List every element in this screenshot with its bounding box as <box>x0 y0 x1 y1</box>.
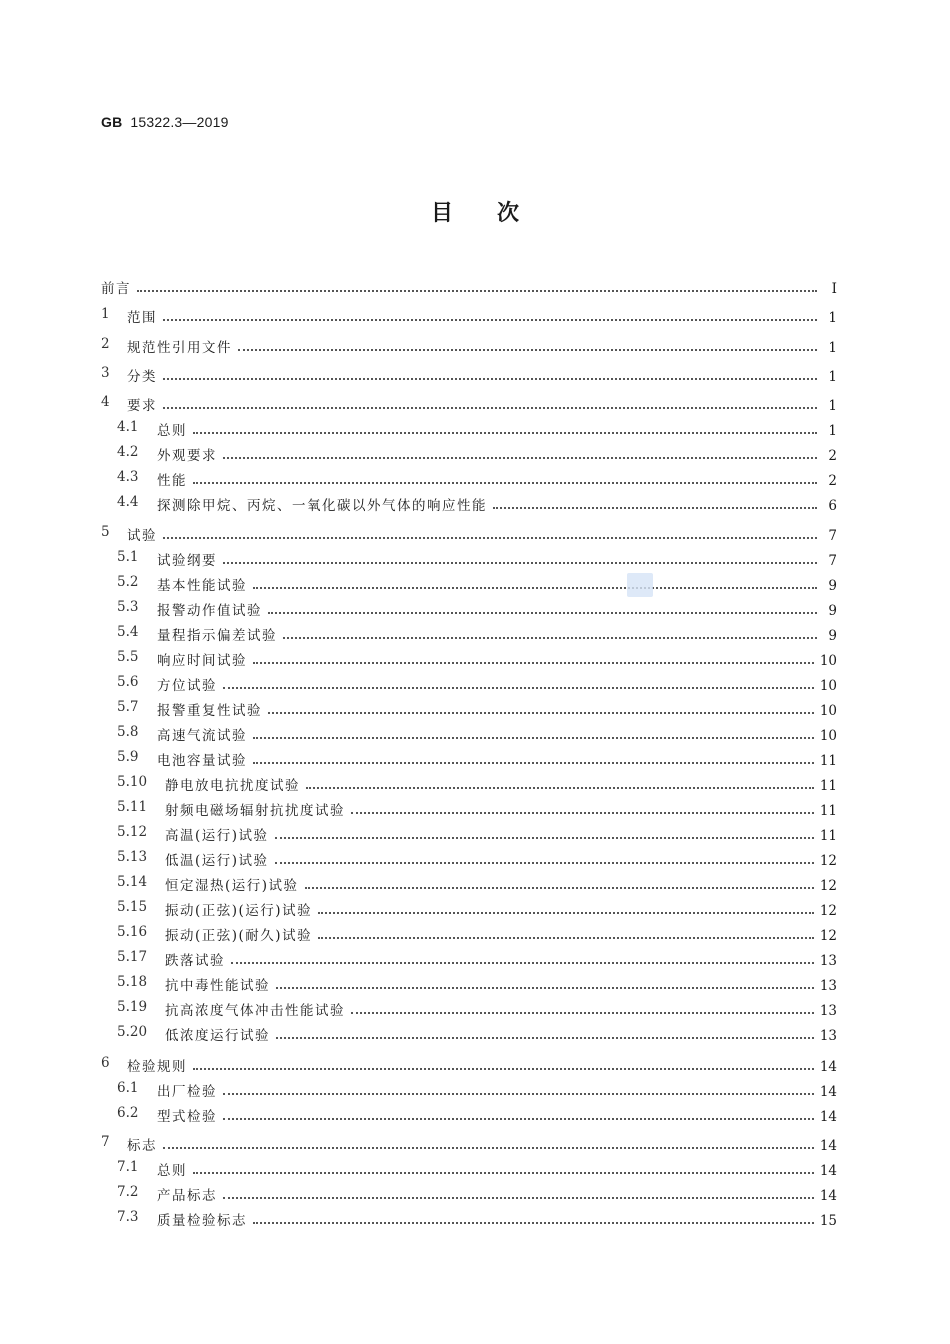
toc-leader-dots <box>306 787 814 789</box>
toc-leader-dots <box>238 349 817 351</box>
toc-entry-number: 5.12 <box>117 824 148 840</box>
toc-entry[interactable] <box>117 414 837 439</box>
toc-entry-label <box>117 1184 217 1204</box>
toc-entry-number: 5.1 <box>117 549 139 565</box>
toc-entry-label <box>117 999 345 1019</box>
toc-entry-label <box>101 1134 157 1154</box>
toc-entry[interactable] <box>117 844 837 869</box>
toc-entry-number: 6.2 <box>117 1105 139 1121</box>
toc-entry[interactable] <box>117 644 837 669</box>
toc-leader-dots <box>193 482 817 484</box>
toc-leader-dots <box>163 319 817 321</box>
toc-entry[interactable] <box>117 1179 837 1204</box>
toc-entry-label <box>117 749 247 769</box>
toc-entry-page: 6 <box>828 498 837 514</box>
toc-entry-title: 探测除甲烷、丙烷、一氧化碳以外气体的响应性能 <box>157 498 487 514</box>
toc-entry-number: 5.16 <box>117 924 148 940</box>
toc-entry-label <box>101 524 157 544</box>
toc-leader-dots <box>268 612 817 614</box>
toc-entry[interactable] <box>117 594 837 619</box>
toc-entry-number: 3 <box>101 365 110 381</box>
toc-entry-title: 总则 <box>157 1163 187 1179</box>
toc-leader-dots <box>493 507 817 509</box>
toc-entry[interactable] <box>117 969 837 994</box>
toc-entry-page: 13 <box>819 978 837 994</box>
toc-entry-title: 恒定湿热(运行)试验 <box>165 878 299 894</box>
toc-entry-number: 7.1 <box>117 1159 139 1175</box>
toc-entry-page: 10 <box>819 678 837 694</box>
toc-leader-dots <box>276 1037 814 1039</box>
toc-entry-number: 5.11 <box>117 799 148 815</box>
toc-entry[interactable] <box>117 794 837 819</box>
toc-entry-number: 4.4 <box>117 494 139 510</box>
toc-entry-title: 产品标志 <box>157 1188 217 1204</box>
toc-entry-title: 型式检验 <box>157 1109 217 1125</box>
toc-entry-number: 5.2 <box>117 574 139 590</box>
toc-entry[interactable] <box>117 819 837 844</box>
toc-leader-dots <box>193 432 817 434</box>
toc-leader-dots <box>351 1012 814 1014</box>
toc-entry-label <box>117 1159 187 1179</box>
toc-entry-page: Ⅰ <box>831 281 837 297</box>
standard-prefix: GB <box>101 114 123 130</box>
toc-entry-title: 电池容量试验 <box>157 753 247 769</box>
toc-entry[interactable] <box>117 944 837 969</box>
toc-entry[interactable] <box>117 769 837 794</box>
toc-entry-title: 振动(正弦)(耐久)试验 <box>165 928 313 944</box>
toc-entry[interactable] <box>117 569 837 594</box>
toc-entry-label <box>117 419 187 439</box>
toc-entry-page: 12 <box>819 903 837 919</box>
toc-entry-title: 规范性引用文件 <box>127 340 232 356</box>
toc-leader-dots <box>223 562 817 564</box>
toc-entry-page: 13 <box>819 1028 837 1044</box>
toc-entry-title: 范围 <box>127 310 157 326</box>
toc-entry-number: 6.1 <box>117 1080 139 1096</box>
toc-leader-dots <box>193 1172 814 1174</box>
toc-entry-label <box>117 624 277 644</box>
toc-entry-page: 1 <box>828 398 837 414</box>
toc-entry[interactable] <box>117 619 837 644</box>
toc-entry-number: 5 <box>101 524 110 540</box>
toc-entry-page: 2 <box>828 448 837 464</box>
toc-leader-dots <box>253 1222 814 1224</box>
toc-entry-title: 试验 <box>127 528 157 544</box>
toc-entry-label <box>117 974 270 994</box>
toc-leader-dots <box>137 290 817 292</box>
watermark-mark <box>627 573 653 597</box>
toc-entry-label <box>117 649 247 669</box>
toc-entry-number: 5.13 <box>117 849 148 865</box>
toc-leader-dots <box>223 687 814 689</box>
toc-entry-label <box>101 1055 187 1075</box>
toc-entry-title: 前言 <box>101 281 131 297</box>
toc-entry[interactable] <box>117 464 837 489</box>
toc-entry-number: 5.8 <box>117 724 139 740</box>
toc-entry-number: 5.10 <box>117 774 148 790</box>
toc-entry-page: 14 <box>819 1109 837 1125</box>
toc-entry-label <box>117 849 269 869</box>
toc-entry-page: 9 <box>828 628 837 644</box>
toc-entry-number: 5.19 <box>117 999 148 1015</box>
toc-entry-number: 4 <box>101 394 110 410</box>
toc-entry-label <box>101 394 157 414</box>
toc-entry[interactable] <box>117 694 837 719</box>
toc-entry-title: 报警动作值试验 <box>157 603 262 619</box>
toc-entry-label <box>117 1080 217 1100</box>
toc-entry[interactable] <box>101 389 837 414</box>
page-title: 目次 <box>430 201 563 226</box>
toc-entry-title: 抗高浓度气体冲击性能试验 <box>165 1003 345 1019</box>
toc-entry-page: 12 <box>819 928 837 944</box>
toc-entry-label <box>101 277 131 297</box>
toc-entry-label <box>101 365 157 385</box>
toc-entry-page: 10 <box>819 653 837 669</box>
toc-entry-page: 2 <box>828 473 837 489</box>
toc-entry-page: 11 <box>819 753 837 769</box>
toc-entry-title: 要求 <box>127 398 157 414</box>
standard-code <box>101 114 229 130</box>
toc-entry-label <box>117 774 300 794</box>
toc-entry[interactable] <box>117 919 837 944</box>
toc-entry[interactable] <box>101 301 837 326</box>
toc-entry-number: 5.17 <box>117 949 148 965</box>
toc-entry[interactable] <box>101 272 837 297</box>
toc-entry[interactable] <box>117 1075 837 1100</box>
toc-entry-page: 9 <box>828 603 837 619</box>
toc-entry-title: 静电放电抗扰度试验 <box>165 778 300 794</box>
toc-entry[interactable] <box>101 331 837 356</box>
toc-entry-label <box>117 824 269 844</box>
toc-entry[interactable] <box>117 994 837 1019</box>
toc-entry-title: 检验规则 <box>127 1059 187 1075</box>
toc-leader-dots <box>163 537 817 539</box>
toc-leader-dots <box>231 962 814 964</box>
toc-entry-page: 9 <box>828 578 837 594</box>
toc-entry-number: 5.7 <box>117 699 139 715</box>
toc-entry-title: 振动(正弦)(运行)试验 <box>165 903 313 919</box>
toc-entry-page: 14 <box>819 1084 837 1100</box>
toc-leader-dots <box>276 987 814 989</box>
toc-entry-label <box>117 899 312 919</box>
toc-entry-number: 7 <box>101 1134 110 1150</box>
toc-entry-title: 性能 <box>157 473 187 489</box>
toc-entry[interactable] <box>117 719 837 744</box>
toc-entry[interactable] <box>117 744 837 769</box>
toc-entry-page: 1 <box>828 310 837 326</box>
toc-entry-page: 1 <box>828 423 837 439</box>
toc-entry-page: 12 <box>819 878 837 894</box>
toc-entry-title: 响应时间试验 <box>157 653 247 669</box>
toc-leader-dots <box>305 887 814 889</box>
toc-entry-page: 13 <box>819 1003 837 1019</box>
toc-entry-page: 10 <box>819 703 837 719</box>
toc-entry-page: 15 <box>819 1213 837 1229</box>
toc-entry-title: 标志 <box>127 1138 157 1154</box>
toc-entry-page: 7 <box>828 553 837 569</box>
toc-entry-number: 5.6 <box>117 674 139 690</box>
toc-entry-title: 跌落试验 <box>165 953 225 969</box>
toc-entry-title: 量程指示偏差试验 <box>157 628 277 644</box>
toc-entry-number: 5.5 <box>117 649 139 665</box>
toc-entry[interactable] <box>117 869 837 894</box>
standard-number: 15322.3—2019 <box>130 114 229 130</box>
toc-entry-number: 5.14 <box>117 874 148 890</box>
toc-entry-label <box>101 336 232 356</box>
toc-leader-dots <box>253 737 814 739</box>
toc-entry-title: 分类 <box>127 369 157 385</box>
toc-entry-label <box>117 1209 247 1229</box>
toc-entry-page: 14 <box>819 1163 837 1179</box>
toc-leader-dots <box>223 457 817 459</box>
toc-entry-number: 6 <box>101 1055 110 1071</box>
toc-entry-label <box>117 599 262 619</box>
toc-leader-dots <box>268 712 814 714</box>
toc-entry-page: 13 <box>819 953 837 969</box>
toc-leader-dots <box>223 1118 814 1120</box>
toc-entry-page: 14 <box>819 1059 837 1075</box>
toc-entry-title: 方位试验 <box>157 678 217 694</box>
toc-entry[interactable] <box>117 669 837 694</box>
toc-leader-dots <box>193 1068 814 1070</box>
toc-entry-label <box>117 699 262 719</box>
toc-entry-title: 高温(运行)试验 <box>165 828 269 844</box>
toc-leader-dots <box>318 912 814 914</box>
toc-entry-number: 2 <box>101 336 110 352</box>
toc-leader-dots <box>163 407 817 409</box>
toc-entry-page: 1 <box>828 340 837 356</box>
toc-entry-title: 出厂检验 <box>157 1084 217 1100</box>
toc-entry-title: 报警重复性试验 <box>157 703 262 719</box>
toc-leader-dots <box>223 1093 814 1095</box>
toc-entry-page: 14 <box>819 1188 837 1204</box>
toc-entry-number: 5.9 <box>117 749 139 765</box>
toc-entry-number: 4.3 <box>117 469 139 485</box>
toc-entry-label <box>117 924 312 944</box>
toc-entry-label <box>117 949 225 969</box>
toc-entry-label <box>117 574 247 594</box>
toc-entry-label <box>117 494 487 514</box>
toc-entry[interactable] <box>117 1154 837 1179</box>
toc-entry-label <box>101 306 157 326</box>
toc-entry-title: 质量检验标志 <box>157 1213 247 1229</box>
toc-leader-dots <box>351 812 814 814</box>
toc-entry-label <box>117 674 217 694</box>
toc-entry-title: 高速气流试验 <box>157 728 247 744</box>
toc-leader-dots <box>253 662 814 664</box>
toc-entry-title: 射频电磁场辐射抗扰度试验 <box>165 803 345 819</box>
toc-leader-dots <box>163 1147 814 1149</box>
toc-leader-dots <box>283 637 817 639</box>
toc-entry-label <box>117 1105 217 1125</box>
toc-entry-label <box>117 874 299 894</box>
toc-entry-title: 抗中毒性能试验 <box>165 978 270 994</box>
toc-entry[interactable] <box>117 1204 837 1229</box>
toc-entry-number: 5.18 <box>117 974 148 990</box>
toc-entry-label <box>117 1024 270 1044</box>
toc-entry-title: 低温(运行)试验 <box>165 853 269 869</box>
toc-entry-page: 1 <box>828 369 837 385</box>
toc-entry-title: 总则 <box>157 423 187 439</box>
toc-entry-title: 基本性能试验 <box>157 578 247 594</box>
toc-leader-dots <box>318 937 814 939</box>
toc-entry-page: 14 <box>819 1138 837 1154</box>
toc-entry-number: 1 <box>101 306 110 322</box>
toc-entry-title: 低浓度运行试验 <box>165 1028 270 1044</box>
toc-entry-label <box>117 549 217 569</box>
toc-entry[interactable] <box>101 360 837 385</box>
toc-entry-number: 5.4 <box>117 624 139 640</box>
toc-entry-label <box>117 724 247 744</box>
toc-entry[interactable] <box>117 439 837 464</box>
toc-entry[interactable] <box>101 519 837 544</box>
toc-entry-page: 7 <box>828 528 837 544</box>
toc-entry[interactable] <box>117 894 837 919</box>
toc-entry-label <box>117 799 345 819</box>
toc-entry-number: 4.1 <box>117 419 139 435</box>
toc-entry-title: 试验纲要 <box>157 553 217 569</box>
toc-entry-page: 12 <box>819 853 837 869</box>
toc-entry-page: 10 <box>819 728 837 744</box>
toc-entry-page: 11 <box>819 803 837 819</box>
toc-entry-number: 5.15 <box>117 899 148 915</box>
toc-leader-dots <box>253 587 817 589</box>
toc-entry-title: 外观要求 <box>157 448 217 464</box>
toc-entry-label <box>117 444 217 464</box>
toc-leader-dots <box>223 1197 814 1199</box>
toc-entry-number: 5.20 <box>117 1024 148 1040</box>
toc-leader-dots <box>275 862 814 864</box>
toc-entry[interactable] <box>117 1019 837 1044</box>
toc-entry-label <box>117 469 187 489</box>
toc-entry[interactable] <box>117 1100 837 1125</box>
toc-entry[interactable] <box>117 489 837 514</box>
toc-entry-number: 5.3 <box>117 599 139 615</box>
toc-entry[interactable] <box>117 544 837 569</box>
toc-entry[interactable] <box>101 1050 837 1075</box>
toc-entry-page: 11 <box>819 828 837 844</box>
toc-entry-number: 4.2 <box>117 444 139 460</box>
toc-leader-dots <box>163 378 817 380</box>
toc-entry[interactable] <box>101 1129 837 1154</box>
toc-entry-number: 7.2 <box>117 1184 139 1200</box>
toc-entry-page: 11 <box>819 778 837 794</box>
toc-leader-dots <box>253 762 814 764</box>
toc-leader-dots <box>275 837 814 839</box>
toc-entry-number: 7.3 <box>117 1209 139 1225</box>
